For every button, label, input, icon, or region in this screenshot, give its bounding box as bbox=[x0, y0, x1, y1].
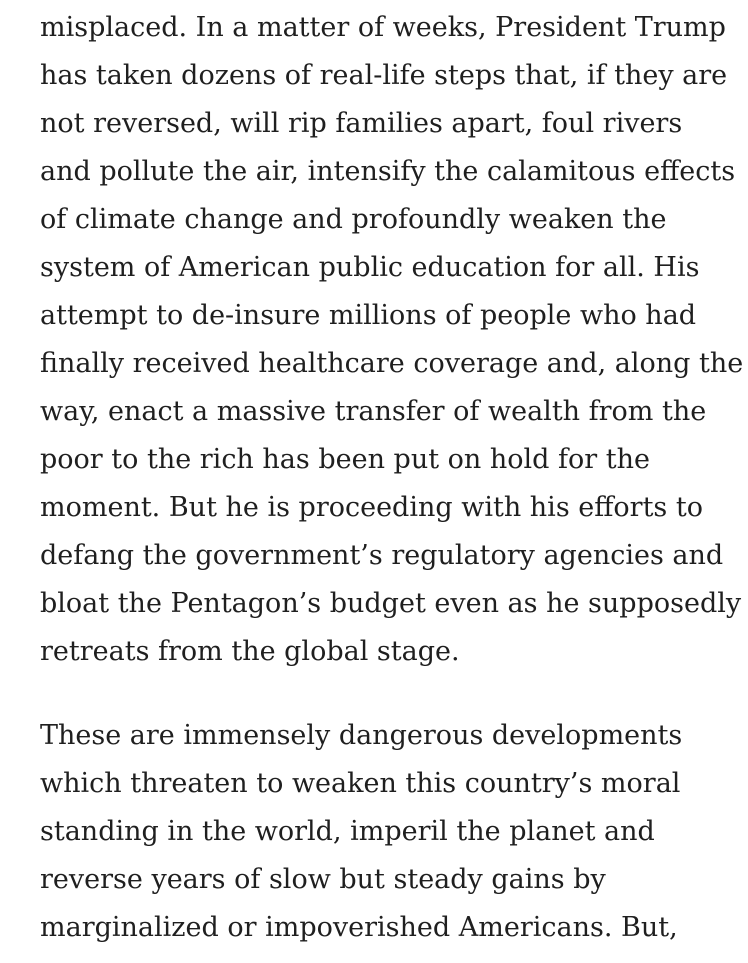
text-line: way, enact a massive transfer of wealth from the bbox=[40, 396, 707, 427]
text-line: has taken dozens of real-life steps that, if they are bbox=[40, 60, 728, 91]
text-line: misplaced. In a matter of weeks, President Trump bbox=[40, 12, 726, 43]
text-line: defang the government’s regulatory agencies and bbox=[40, 540, 724, 571]
text-line: of climate change and profoundly weaken the bbox=[40, 204, 667, 235]
text-line: retreats from the global stage. bbox=[40, 636, 460, 667]
text-line: attempt to de-insure millions of people who had bbox=[40, 300, 697, 331]
text-line: not reversed, will rip families apart, foul rivers bbox=[40, 108, 683, 139]
text-line: bloat the Pentagon’s budget even as he supposedly bbox=[40, 588, 742, 619]
text-line: moment. But he is proceeding with his efforts to bbox=[40, 492, 703, 523]
text-line: finally received healthcare coverage and, along the bbox=[40, 348, 744, 379]
text-line: standing in the world, imperil the planet and bbox=[40, 816, 655, 847]
text-line: poor to the rich has been put on hold for the bbox=[40, 444, 650, 475]
text-line: system of American public education for all. His bbox=[40, 252, 700, 283]
text-line: These are immensely dangerous developments bbox=[40, 720, 683, 751]
text-line: and pollute the air, intensify the calamitous effects bbox=[40, 156, 736, 187]
paragraph-2 bbox=[40, 712, 682, 952]
text-line: which threaten to weaken this country’s moral bbox=[40, 768, 681, 799]
paragraph-1 bbox=[40, 4, 743, 676]
text-line: reverse years of slow but steady gains by bbox=[40, 864, 606, 895]
text-line: marginalized or impoverished Americans. But, bbox=[40, 912, 678, 943]
